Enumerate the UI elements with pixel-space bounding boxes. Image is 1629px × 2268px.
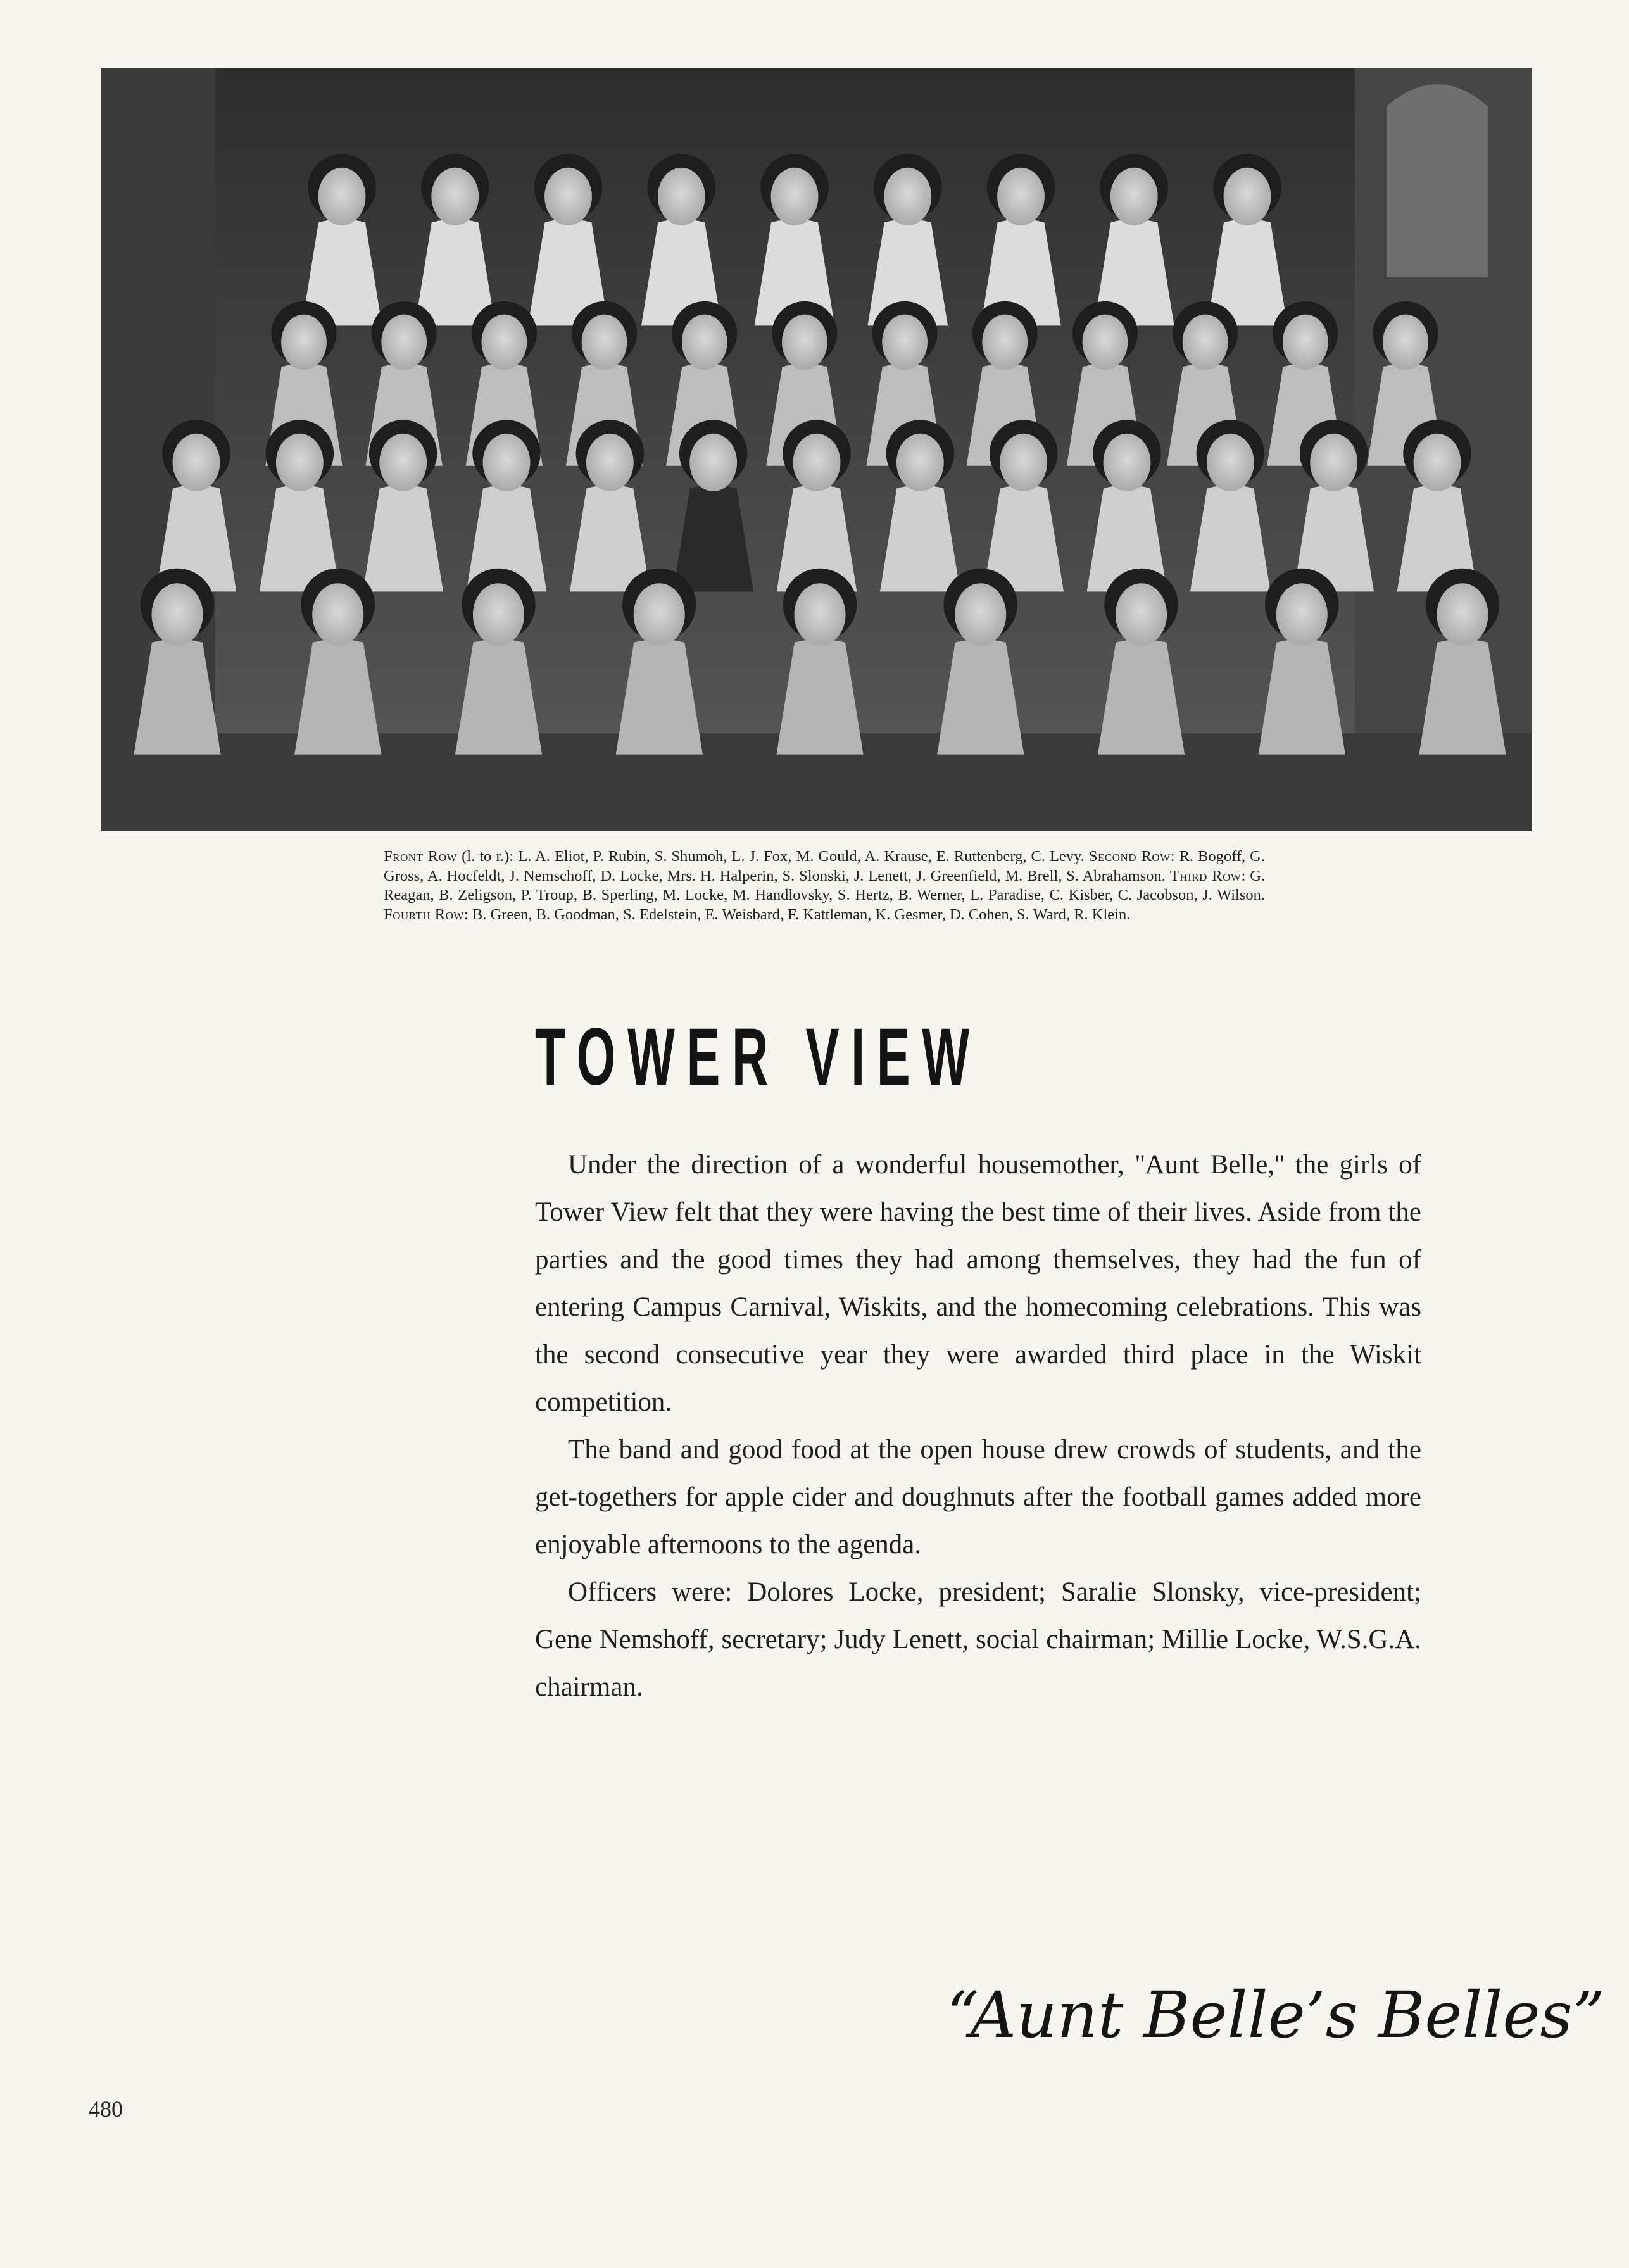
article-body [535, 1141, 1421, 1711]
photo-caption [384, 847, 1265, 924]
second-row-names: : R. Bogoff, G. Gross, A. Hocfeldt, J. Nemschoff, D. Locke, Mrs. H. Halperin, S. Slonski, J. Lenett, J. Greenfield, M. Brell, S. Abrahamson. [384, 848, 1265, 885]
front-row-names: (l. to r.): L. A. Eliot, P. Rubin, S. Shumoh, L. J. Fox, M. Gould, A. Krause, E. Ruttenberg, C. Levy. [457, 848, 1089, 865]
paragraph-open-house: The band and good food at the open house drew crowds of students, and the get-togethers for apple cider and doughnuts after the football games added more enjoyable afternoons to the agenda. [535, 1435, 1421, 1559]
script-subtitle: “Aunt Belle’s Belles” [946, 1978, 1605, 2052]
third-row-label: Third Row [1169, 867, 1242, 885]
paragraph-officers: Officers were: Dolores Locke, president; Saralie Slonsky, vice-president; Gene Nemshoff, secretary; Judy Lenett, social chairman; Millie Locke, W.S.G.A. chairman. [535, 1577, 1421, 1702]
third-row-names: : G. Reagan, B. Zeligson, P. Troup, B. Sperling, M. Locke, M. Handlovsky, S. Hertz, B. Werner, L. Paradise, C. Kisber, C. Jacobson, J. Wilson. [384, 867, 1266, 904]
paragraph-intro: Under the direction of a wonderful housemother, ''Aunt Belle,'' the girls of Tower View felt that they were having the best time of their lives. Aside from the parties and the good times they had among themselves, they had the fun of entering Campus Carnival, Wiskits, and the homecoming celebrations. This was the second consecutive year they were awarded third place in the Wiskit competition. [535, 1150, 1421, 1417]
group-photo-drawing [101, 68, 1532, 831]
group-photo [101, 68, 1532, 831]
front-row-label: Front Row [384, 848, 458, 865]
second-row-label: Second Row [1088, 848, 1171, 865]
page-number: 480 [89, 2096, 123, 2122]
fourth-row-label: Fourth Row [384, 905, 464, 923]
fourth-row-names: : B. Green, B. Goodman, S. Edelstein, E. Weisbard, F. Kattleman, K. Gesmer, D. Cohen, S. Ward, R. Klein. [463, 905, 1131, 923]
page-title: TOWER VIEW [535, 1012, 981, 1102]
